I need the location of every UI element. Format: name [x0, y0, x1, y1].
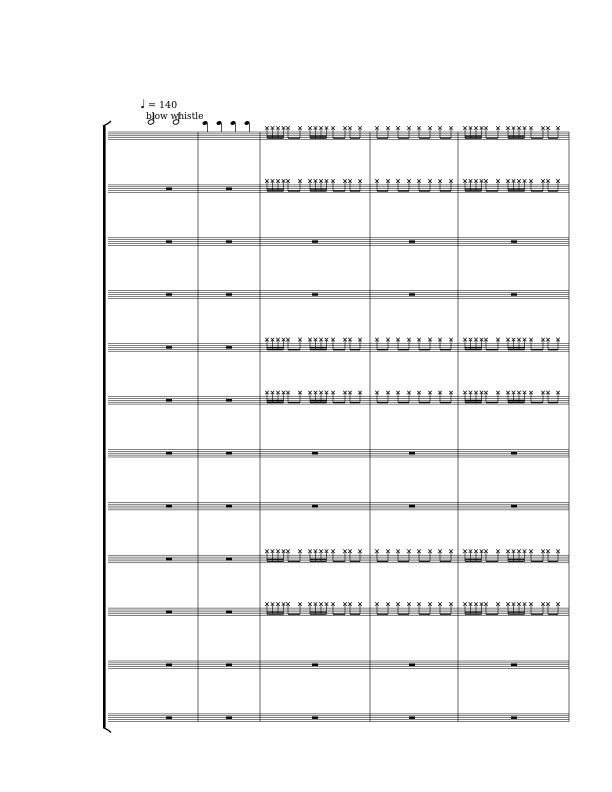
- whole-rest: [409, 505, 415, 507]
- system-bracket: [103, 121, 111, 733]
- whole-rest: [226, 240, 232, 242]
- whole-rest: [166, 611, 172, 613]
- staff: [108, 661, 569, 714]
- whole-rest: [312, 452, 318, 454]
- whole-rest: [409, 240, 415, 242]
- whole-rest: [511, 505, 517, 507]
- whole-rest: [312, 717, 318, 719]
- whole-rest: [511, 717, 517, 719]
- tempo-bpm: = 140: [148, 100, 178, 111]
- staff: [108, 238, 569, 291]
- whole-rest: [166, 293, 172, 295]
- whole-rest: [226, 611, 232, 613]
- whole-rest: [312, 240, 318, 242]
- whole-rest: [166, 558, 172, 560]
- whistle-direction: blow whistle: [146, 112, 204, 122]
- whole-rest: [166, 505, 172, 507]
- whole-rest: [409, 717, 415, 719]
- tempo-marking: [140, 97, 177, 111]
- whole-rest: [511, 664, 517, 666]
- whole-rest: [226, 558, 232, 560]
- whole-rest: [166, 664, 172, 666]
- staff: [108, 549, 569, 608]
- whole-rest: [166, 399, 172, 401]
- whole-rest: [166, 452, 172, 454]
- whole-rest: [166, 240, 172, 242]
- tempo-note-icon: ♩: [140, 97, 146, 111]
- whole-rest: [312, 505, 318, 507]
- whole-rest: [409, 664, 415, 666]
- staff: [108, 291, 569, 344]
- whole-rest: [226, 717, 232, 719]
- staff: [108, 502, 569, 555]
- staff: [108, 714, 569, 722]
- staff: [108, 602, 569, 661]
- whole-rest: [166, 717, 172, 719]
- whole-rest: [312, 293, 318, 295]
- whole-rest: [226, 452, 232, 454]
- whole-rest: [511, 452, 517, 454]
- whole-rest: [166, 188, 172, 190]
- staff: [108, 179, 569, 238]
- whole-rest: [166, 346, 172, 348]
- staff: [108, 113, 569, 185]
- whole-rest: [226, 505, 232, 507]
- whole-rest: [409, 452, 415, 454]
- whole-rest: [226, 293, 232, 295]
- whole-rest: [226, 188, 232, 190]
- whole-rest: [226, 399, 232, 401]
- whole-rest: [511, 240, 517, 242]
- whole-rest: [312, 664, 318, 666]
- staff: [108, 391, 569, 450]
- whole-rest: [511, 293, 517, 295]
- whole-rest: [226, 346, 232, 348]
- staff: [108, 338, 569, 397]
- whole-rest: [226, 664, 232, 666]
- staff: [108, 449, 569, 502]
- whole-rest: [409, 293, 415, 295]
